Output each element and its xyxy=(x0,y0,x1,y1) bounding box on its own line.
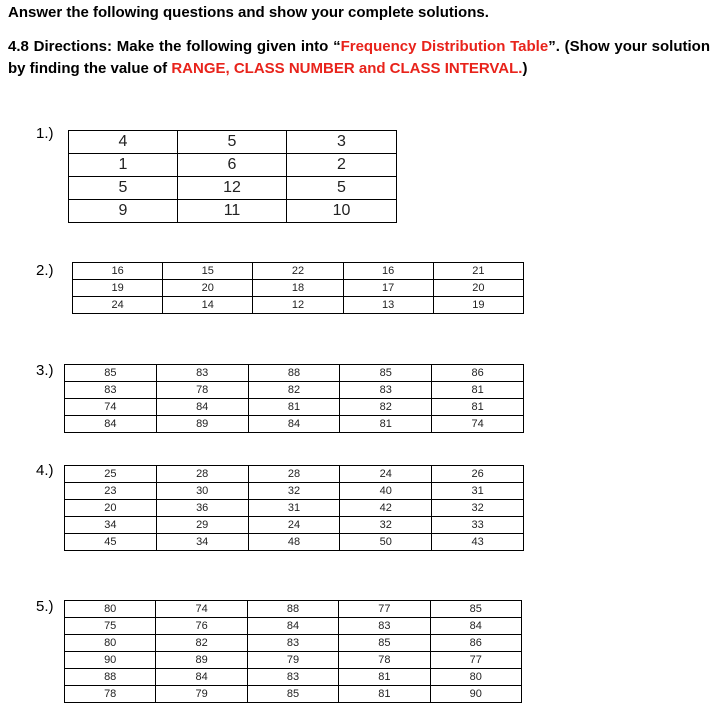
table-cell: 83 xyxy=(247,635,338,652)
table-cell: 40 xyxy=(340,483,432,500)
table-row xyxy=(65,365,524,382)
table-row xyxy=(69,200,397,223)
table-row xyxy=(69,177,397,200)
directions-tail: ) xyxy=(522,60,528,77)
table-cell: 33 xyxy=(432,517,524,534)
table-row xyxy=(65,652,522,669)
table-cell: 18 xyxy=(253,280,343,297)
problem-4-label: 4.) xyxy=(36,462,54,479)
table-cell: 84 xyxy=(65,416,157,433)
table-row xyxy=(65,601,522,618)
table-cell: 13 xyxy=(343,297,433,314)
table-cell: 75 xyxy=(65,618,156,635)
table-cell: 78 xyxy=(65,686,156,703)
table-cell: 20 xyxy=(65,500,157,517)
problem-1-table xyxy=(68,130,397,223)
table-cell: 90 xyxy=(65,652,156,669)
table-row xyxy=(65,466,524,483)
table-cell: 36 xyxy=(156,500,248,517)
table-cell: 76 xyxy=(156,618,247,635)
table-cell: 19 xyxy=(73,280,163,297)
table-row xyxy=(65,399,524,416)
table-cell: 17 xyxy=(343,280,433,297)
table-row xyxy=(65,534,524,551)
table-cell: 30 xyxy=(156,483,248,500)
table-cell: 28 xyxy=(248,466,340,483)
table-cell: 32 xyxy=(248,483,340,500)
table-cell: 79 xyxy=(247,652,338,669)
table-row xyxy=(65,686,522,703)
table-cell: 15 xyxy=(163,263,253,280)
table-cell: 29 xyxy=(156,517,248,534)
problem-5-table xyxy=(64,600,522,703)
table-row xyxy=(73,263,524,280)
table-cell: 31 xyxy=(248,500,340,517)
table-cell: 24 xyxy=(248,517,340,534)
table-cell: 45 xyxy=(65,534,157,551)
table-row xyxy=(65,517,524,534)
table-cell: 85 xyxy=(247,686,338,703)
table-cell: 42 xyxy=(340,500,432,517)
table-cell: 81 xyxy=(340,416,432,433)
table-cell: 48 xyxy=(248,534,340,551)
table-cell: 88 xyxy=(247,601,338,618)
table-cell: 80 xyxy=(65,635,156,652)
table-cell: 5 xyxy=(287,177,397,200)
table-cell: 32 xyxy=(340,517,432,534)
table-cell: 43 xyxy=(432,534,524,551)
table-cell: 81 xyxy=(432,399,524,416)
table-cell: 25 xyxy=(65,466,157,483)
table-cell: 74 xyxy=(156,601,247,618)
table-cell: 74 xyxy=(65,399,157,416)
page-heading: Answer the following questions and show your complete solutions. xyxy=(8,4,489,21)
table-cell: 14 xyxy=(163,297,253,314)
problem-3-table xyxy=(64,364,524,433)
table-cell: 84 xyxy=(247,618,338,635)
table-cell: 34 xyxy=(65,517,157,534)
table-cell: 11 xyxy=(178,200,287,223)
table-cell: 81 xyxy=(339,669,430,686)
table-cell: 81 xyxy=(339,686,430,703)
table-cell: 74 xyxy=(432,416,524,433)
directions-highlight-values: RANGE, CLASS NUMBER and CLASS INTERVAL. xyxy=(171,60,523,77)
table-cell: 28 xyxy=(156,466,248,483)
table-cell: 85 xyxy=(430,601,521,618)
table-cell: 86 xyxy=(432,365,524,382)
table-cell: 89 xyxy=(156,652,247,669)
table-cell: 84 xyxy=(430,618,521,635)
table-cell: 80 xyxy=(65,601,156,618)
table-cell: 78 xyxy=(339,652,430,669)
table-cell: 88 xyxy=(65,669,156,686)
table-cell: 12 xyxy=(253,297,343,314)
problem-3-label: 3.) xyxy=(36,362,54,379)
table-cell: 21 xyxy=(433,263,523,280)
directions-highlight-table: Frequency Distribution Table xyxy=(340,38,549,55)
table-cell: 82 xyxy=(248,382,340,399)
table-cell: 20 xyxy=(433,280,523,297)
table-row xyxy=(73,280,524,297)
table-cell: 12 xyxy=(178,177,287,200)
table-cell: 9 xyxy=(69,200,178,223)
table-cell: 20 xyxy=(163,280,253,297)
table-cell: 77 xyxy=(430,652,521,669)
table-cell: 4 xyxy=(69,131,178,154)
directions-lead: 4.8 Directions: Make the following given into “ xyxy=(8,38,341,55)
table-cell: 85 xyxy=(339,635,430,652)
table-cell: 84 xyxy=(156,399,248,416)
table-cell: 79 xyxy=(156,686,247,703)
table-cell: 83 xyxy=(339,618,430,635)
table-row xyxy=(65,483,524,500)
table-cell: 84 xyxy=(248,416,340,433)
table-cell: 16 xyxy=(73,263,163,280)
table-cell: 50 xyxy=(340,534,432,551)
table-row xyxy=(65,669,522,686)
table-cell: 82 xyxy=(340,399,432,416)
table-cell: 3 xyxy=(287,131,397,154)
table-row xyxy=(73,297,524,314)
problem-2-table xyxy=(72,262,524,314)
table-cell: 1 xyxy=(69,154,178,177)
table-cell: 88 xyxy=(248,365,340,382)
table-cell: 82 xyxy=(156,635,247,652)
table-row xyxy=(69,154,397,177)
table-cell: 83 xyxy=(247,669,338,686)
table-cell: 78 xyxy=(156,382,248,399)
table-cell: 2 xyxy=(287,154,397,177)
table-cell: 10 xyxy=(287,200,397,223)
directions-text xyxy=(8,36,710,80)
table-cell: 5 xyxy=(69,177,178,200)
problem-5-label: 5.) xyxy=(36,598,54,615)
table-cell: 23 xyxy=(65,483,157,500)
table-cell: 16 xyxy=(343,263,433,280)
table-cell: 89 xyxy=(156,416,248,433)
directions-mid: ”. (Show your solution by finding the value of xyxy=(8,38,710,77)
table-cell: 24 xyxy=(340,466,432,483)
table-cell: 86 xyxy=(430,635,521,652)
table-cell: 77 xyxy=(339,601,430,618)
table-cell: 5 xyxy=(178,131,287,154)
table-cell: 84 xyxy=(156,669,247,686)
table-cell: 83 xyxy=(156,365,248,382)
table-cell: 31 xyxy=(432,483,524,500)
table-cell: 22 xyxy=(253,263,343,280)
table-row xyxy=(65,416,524,433)
problem-2-label: 2.) xyxy=(36,262,54,279)
table-cell: 81 xyxy=(432,382,524,399)
table-row xyxy=(65,635,522,652)
table-cell: 90 xyxy=(430,686,521,703)
table-cell: 83 xyxy=(340,382,432,399)
table-cell: 80 xyxy=(430,669,521,686)
table-cell: 32 xyxy=(432,500,524,517)
table-row xyxy=(65,500,524,517)
table-cell: 81 xyxy=(248,399,340,416)
problem-4-table xyxy=(64,465,524,551)
table-row xyxy=(69,131,397,154)
table-cell: 26 xyxy=(432,466,524,483)
problem-1-label: 1.) xyxy=(36,125,54,142)
table-cell: 24 xyxy=(73,297,163,314)
table-cell: 83 xyxy=(65,382,157,399)
table-row xyxy=(65,618,522,635)
table-row xyxy=(65,382,524,399)
table-cell: 85 xyxy=(340,365,432,382)
table-cell: 85 xyxy=(65,365,157,382)
table-cell: 34 xyxy=(156,534,248,551)
table-cell: 19 xyxy=(433,297,523,314)
table-cell: 6 xyxy=(178,154,287,177)
